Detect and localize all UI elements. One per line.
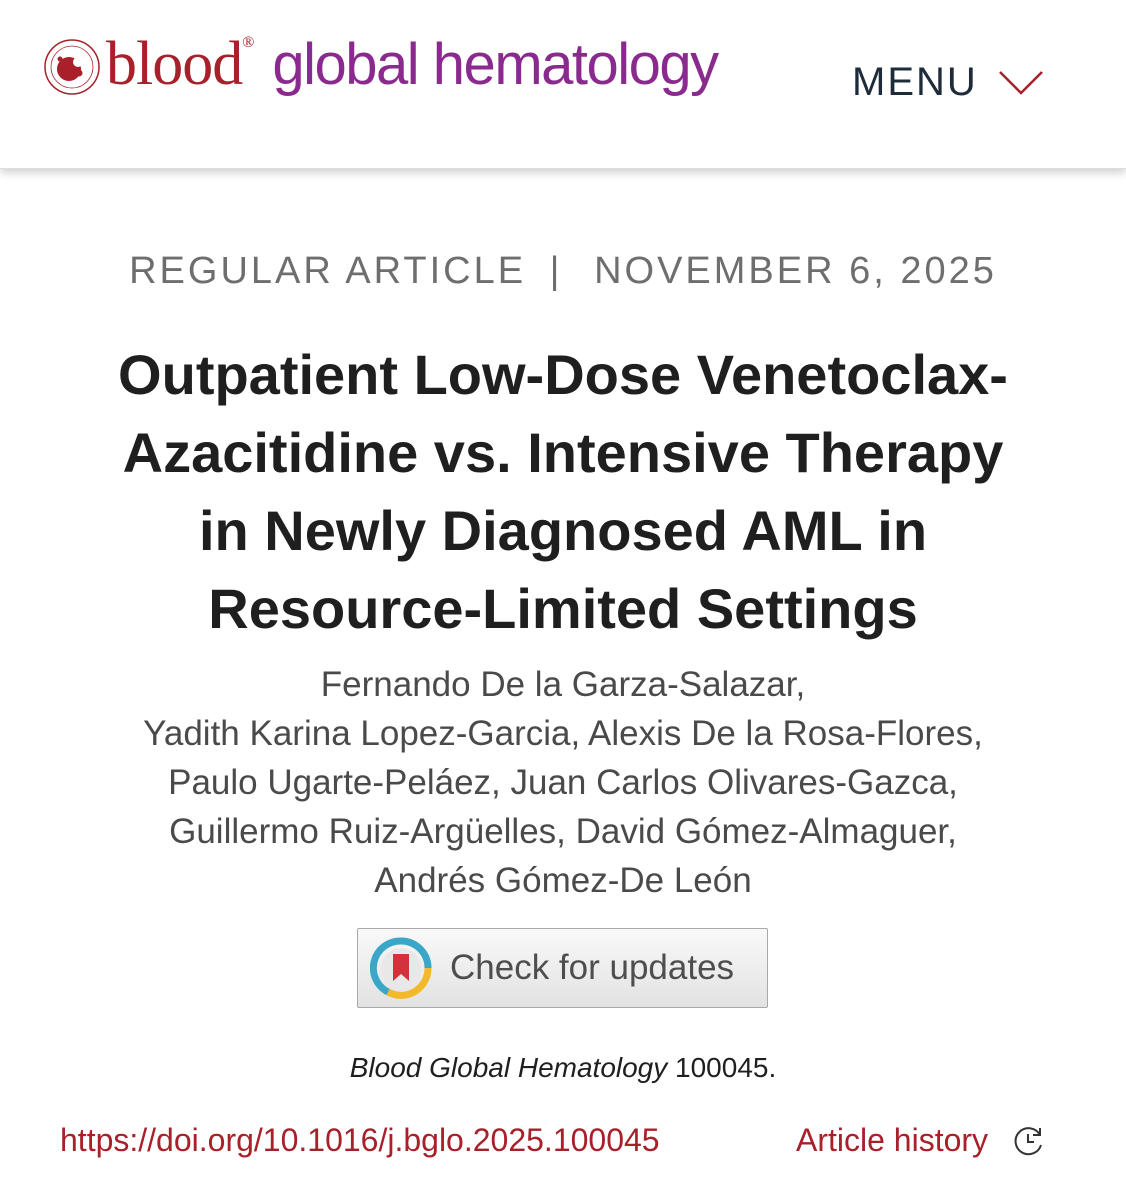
author-line[interactable]: Guillermo Ruiz-Argüelles, David Gómez-Almaguer, xyxy=(169,812,957,851)
citation xyxy=(0,1052,1126,1084)
brand-journal-text: global hematology xyxy=(272,32,718,97)
article-type: REGULAR ARTICLE xyxy=(129,250,527,292)
article-history-label: Article history xyxy=(796,1122,989,1158)
article-title xyxy=(40,336,1086,648)
author-line[interactable]: Paulo Ugarte-Peláez, Juan Carlos Olivares-Gazca, xyxy=(168,763,958,802)
crossmark-icon xyxy=(370,937,432,999)
author-list xyxy=(40,660,1086,905)
check-for-updates-button[interactable] xyxy=(357,928,768,1008)
clock-history-icon xyxy=(1010,1123,1046,1159)
menu-label: MENU xyxy=(852,60,978,104)
site-header xyxy=(0,0,1126,169)
title-line: Azacitidine vs. Intensive Therapy xyxy=(122,421,1004,484)
meta-separator: | xyxy=(549,250,563,292)
registered-mark: ® xyxy=(242,34,255,51)
chevron-down-icon xyxy=(998,69,1044,97)
article-meta xyxy=(0,250,1126,293)
article-date: NOVEMBER 6, 2025 xyxy=(594,250,997,292)
brand-blood-text: blood xyxy=(106,30,243,98)
menu-button[interactable] xyxy=(852,60,1044,105)
doi-link[interactable]: https://doi.org/10.1016/j.bglo.2025.100045 xyxy=(60,1122,660,1158)
check-for-updates-label: Check for updates xyxy=(450,948,735,987)
title-line: Resource-Limited Settings xyxy=(208,577,918,640)
author-line[interactable]: Yadith Karina Lopez-Garcia, Alexis De la Rosa-Flores, xyxy=(143,714,983,753)
title-line: Outpatient Low-Dose Venetoclax- xyxy=(118,343,1008,406)
title-line: in Newly Diagnosed AML in xyxy=(198,499,928,562)
author-line[interactable]: Andrés Gómez-De León xyxy=(374,861,752,900)
ash-seal-icon xyxy=(42,37,102,97)
author-line[interactable]: Fernando De la Garza-Salazar, xyxy=(320,665,806,704)
article-history-link[interactable] xyxy=(796,1122,1046,1159)
citation-number: 100045. xyxy=(675,1052,777,1083)
citation-journal: Blood Global Hematology xyxy=(349,1052,668,1083)
journal-logo[interactable] xyxy=(42,30,718,98)
